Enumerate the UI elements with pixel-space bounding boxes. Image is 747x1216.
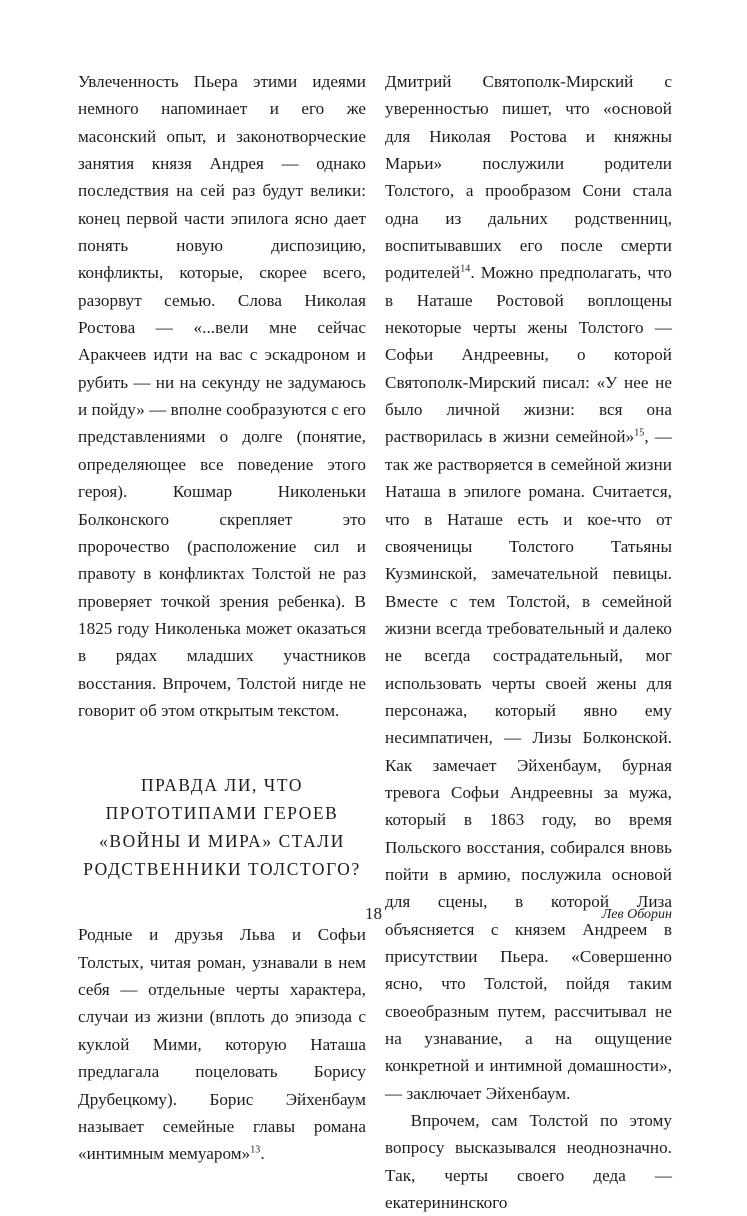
paragraph-relatives-end: . xyxy=(260,1144,265,1164)
footnote-ref-14[interactable]: 14 xyxy=(460,263,471,275)
paragraph-prototypes-part-c: , — так же растворяется в семейной жизни Наташа в эпилоге романа. Считается, что в Наташе есть и кое-что от свояченицы Толстого Татьяны Кузминской, замечательной певицы. Вместе с тем Толстой, в семейной жизни всегда требовательный и далеко не всегда сострадательный, мог использовать черты своей жены для персонажа, который явно ему несимпатичен, — Лизы Болконской. Как замечает Эйхенбаум, бурная тревога Софьи Андреевны за мужа, который в 1863 году, во время Польского восстания, собирался вновь пойти в армию, послужила основой для сцены, в которой Лиза объясняется с князем Андреем в присутствии Пьера. «Совершенно ясно, что Толстой, пойдя таким своеобразным путем, рассчитывал не на узнавание, а на ощущение конкретной и интимной домашности», — заключает Эйхенбаум. xyxy=(385,427,673,1103)
page-number: 18 xyxy=(365,904,382,923)
heading-line: ПРАВДА ЛИ, ЧТО xyxy=(141,775,303,796)
paragraph-prototypes xyxy=(385,68,672,1107)
left-column xyxy=(78,68,366,1168)
heading-line: РОДСТВЕННИКИ ТОЛСТОГО? xyxy=(83,858,361,879)
paragraph-relatives xyxy=(78,921,366,1167)
right-column xyxy=(385,68,672,1216)
paragraph-relatives-text: Родные и друзья Льва и Софьи Толстых, читая роман, узнавали в нем себя — отдельные черты характера, случаи из жизни (вплоть до эпизода с куклой Мими, которую Наташа предлагала поцеловать Борису Друбецкому). Борис Эйхенбаум называет семейные главы романа «интимным мемуаром» xyxy=(78,925,366,1164)
paragraph-prototypes-part-a: Дмитрий Святополк-Мирский с уверенностью пишет, что «основой для Николая Ростова и княжны Марьи» послужили родители Толстого, а прообразом Сони стала одна из дальних родственниц, воспитывавших его после смерти родителей xyxy=(385,72,672,283)
footnote-ref-13[interactable]: 13 xyxy=(250,1144,261,1156)
section-heading xyxy=(78,772,366,883)
paragraph-tolstoy-ambiguous: Впрочем, сам Толстой по этому вопросу высказывался неоднозначно. Так, черты своего деда — екатерининского xyxy=(385,1111,672,1213)
running-footer-author: Лев Оборин xyxy=(601,907,672,922)
heading-line: «ВОЙНЫ И МИРА» СТАЛИ xyxy=(99,830,345,851)
heading-line: ПРОТОТИПАМИ ГЕРОЕВ xyxy=(105,803,339,824)
paragraph-pierre-ideas: Увлеченность Пьера этими идеями немного напоминает и его же масонский опыт, и законотворческие занятия князя Андрея — однако последствия на сей раз будут велики: конец первой части эпилога ясно дает понять новую диспозицию, конфликты, которые, скорее всего, разорвут семью. Слова Николая Ростова — «...вели мне сейчас Аракчеев идти на вас с эскадроном и рубить — ни на секунду не задумаюсь и пойду» — вполне сообразуются с его представлениями о долге (понятие, определяющее все поведение этого героя). Кошмар Николеньки Болконского скрепляет это пророчество (расположение сил и правоту в конфликтах Толстой не раз проверяет точкой зрения ребенка). В 1825 году Николенька может оказаться в рядах младших участников восстания. Впрочем, Толстой нигде не говорит об этом открытым текстом. xyxy=(78,72,366,720)
footnote-ref-15[interactable]: 15 xyxy=(634,427,645,439)
paragraph-prototypes-part-b: . Можно предполагать, что в Наташе Ростовой воплощены некоторые черты жены Толстого — Софьи Андреевны, о которой Святополк-Мирский писал: «У нее не было личной жизни: вся она растворилась в жизни семейной» xyxy=(385,263,672,447)
